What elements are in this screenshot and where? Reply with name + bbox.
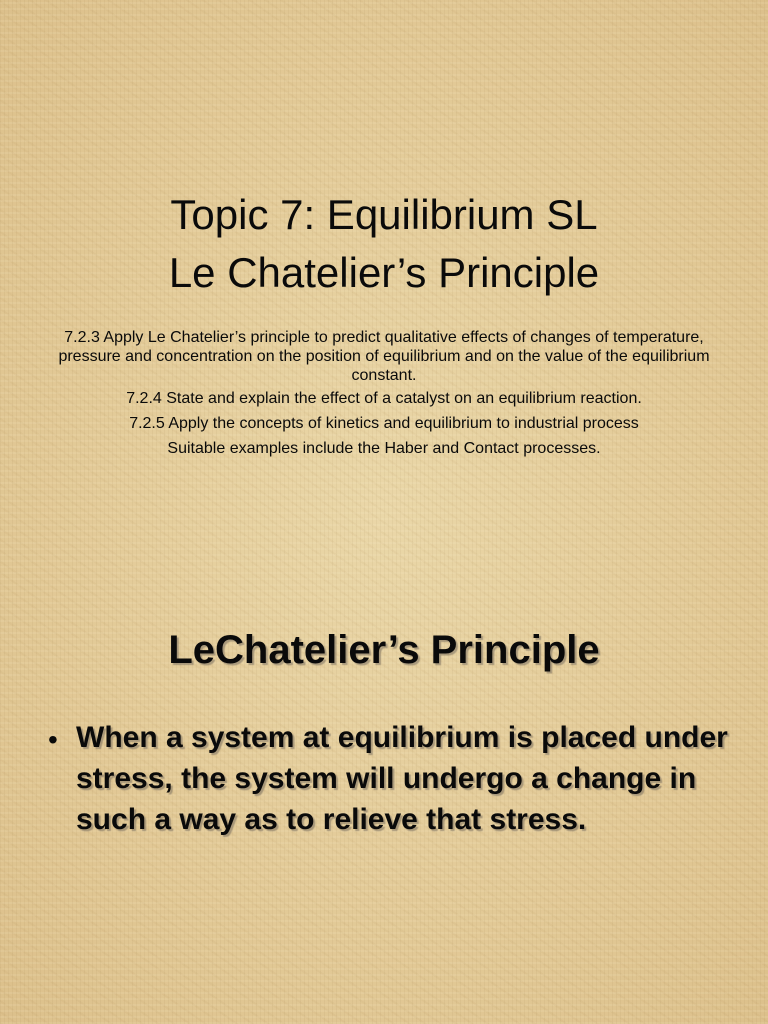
objective-examples-note: Suitable examples include the Haber and Contact processes.: [167, 440, 601, 457]
objective-7-2-5: 7.2.5 Apply the concepts of kinetics and equilibrium to industrial process: [129, 415, 639, 432]
learning-objectives: [40, 328, 728, 460]
slide-title-line-2: Le Chatelier’s Principle: [168, 249, 600, 296]
slide-lechatelier-principle: [0, 512, 768, 1024]
bullet-dot: •: [48, 724, 58, 755]
objective-7-2-4: 7.2.4 State and explain the effect of a catalyst on an equilibrium reaction.: [126, 390, 642, 407]
slide-title-line-1: Topic 7: Equilibrium SL: [170, 191, 598, 238]
principle-definition: When a system at equilibrium is placed under stress, the system will undergo a change in such a way as to relieve that stress.: [76, 721, 728, 836]
objective-7-2-3: 7.2.3 Apply Le Chatelier’s principle to predict qualitative effects of changes of temperature, pressure and concentration on the position of equilibrium and on the value of the equilibrium constant.: [58, 329, 710, 384]
slide-heading: LeChatelier’s Principle: [168, 628, 600, 672]
